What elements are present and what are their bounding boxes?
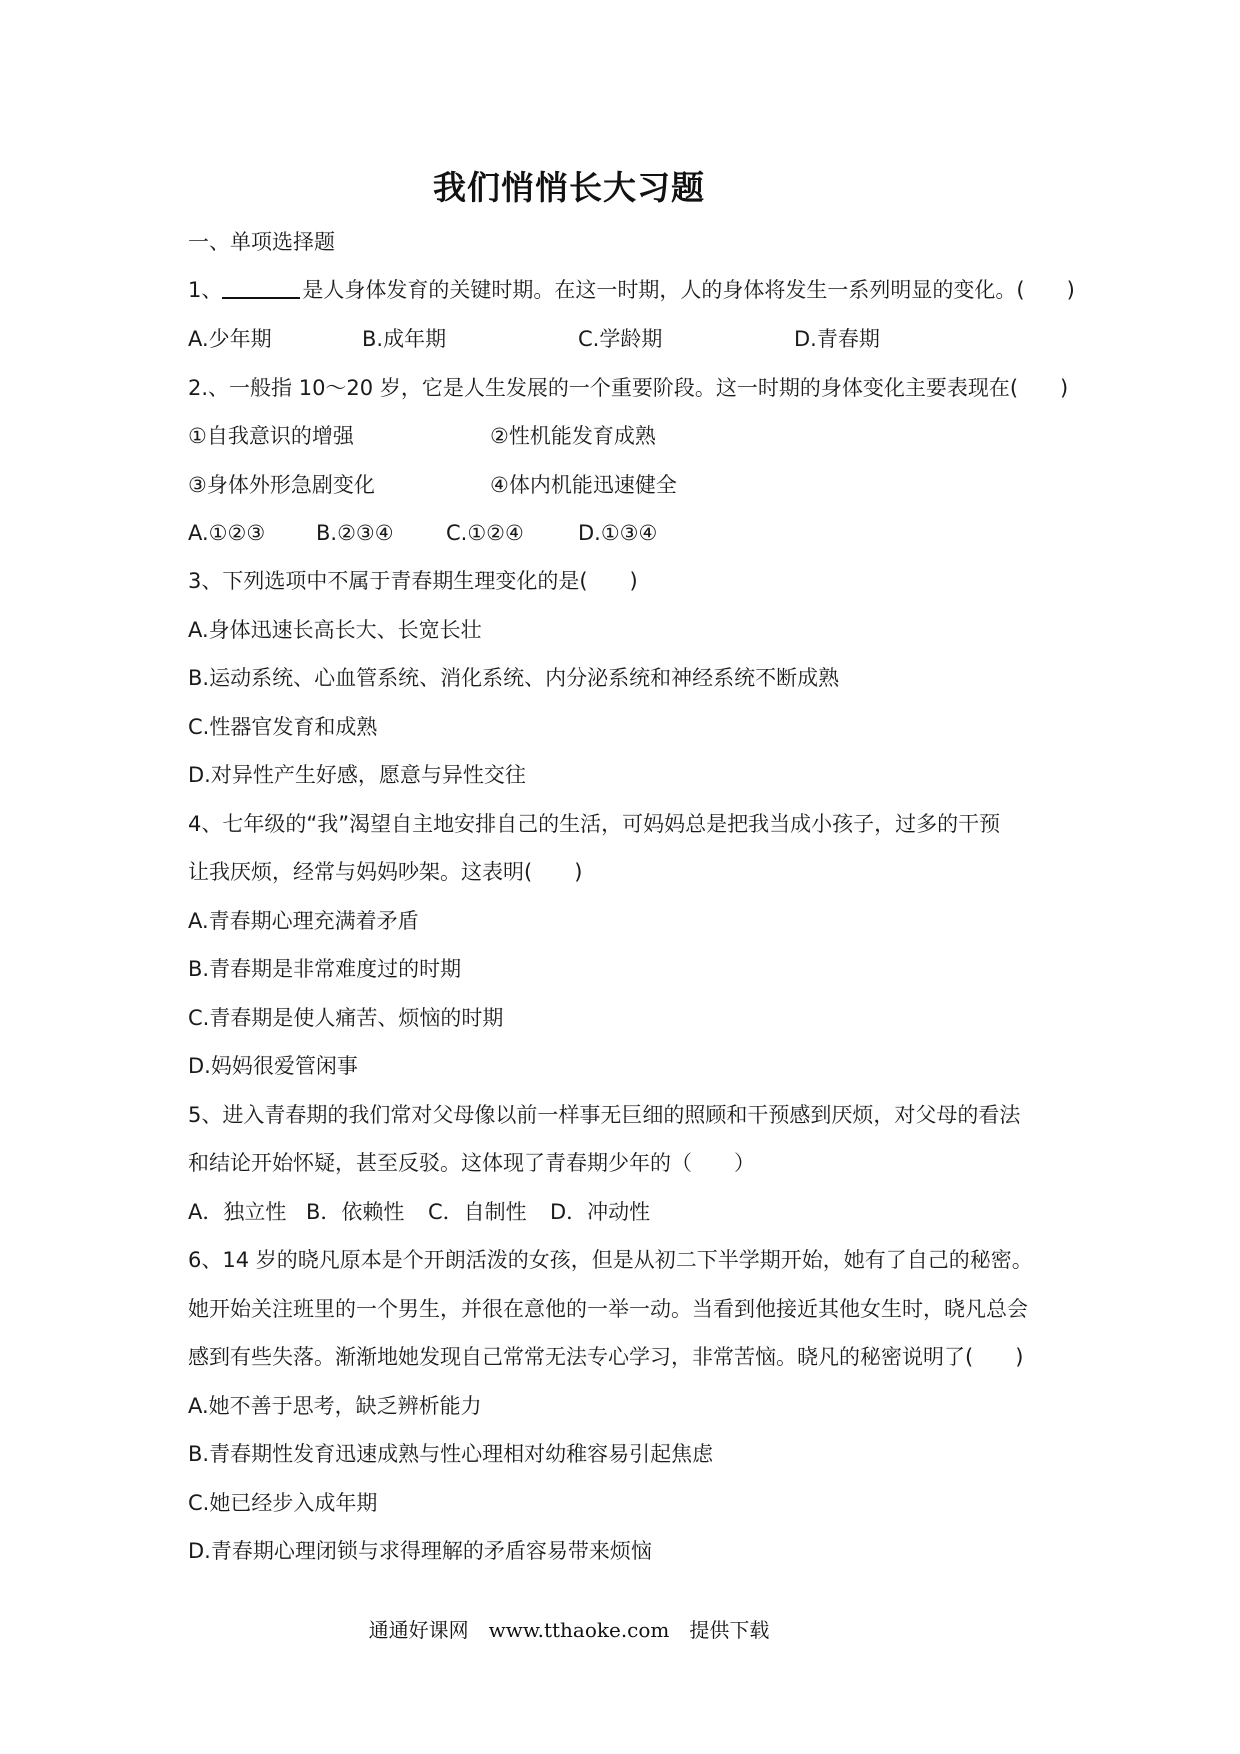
q3-option-a: A.身体迅速长高长大、长宽长壮 bbox=[188, 618, 482, 642]
q5-option-a: A．独立性 bbox=[188, 1200, 287, 1224]
q1-option-b: B.成年期 bbox=[362, 327, 447, 351]
q2-option-d: D.①③④ bbox=[578, 521, 658, 545]
question-4-stem-line-2: 让我厌烦，经常与妈妈吵架。这表明( ) bbox=[188, 860, 583, 884]
q5-option-b: B．依赖性 bbox=[306, 1200, 405, 1224]
question-6-stem-line-3: 感到有些失落。渐渐地她发现自己常常无法专心学习，非常苦恼。晓凡的秘密说明了( ) bbox=[188, 1345, 1024, 1369]
page-title: 我们悄悄长大习题 bbox=[433, 168, 705, 207]
fill-blank bbox=[222, 277, 300, 299]
question-1-number: 1、 bbox=[188, 278, 223, 302]
q2-option-a: A.①②③ bbox=[188, 521, 266, 545]
q3-option-b: B.运动系统、心血管系统、消化系统、内分泌系统和神经系统不断成熟 bbox=[188, 666, 840, 690]
question-6-stem-line-2: 她开始关注班里的一个男生，并很在意他的一举一动。当看到他接近其他女生时，晓凡总会 bbox=[188, 1297, 1028, 1321]
q2-option-b: B.②③④ bbox=[316, 521, 394, 545]
q6-option-a: A.她不善于思考，缺乏辨析能力 bbox=[188, 1394, 482, 1418]
question-1-stem bbox=[188, 276, 1075, 304]
q2-option-c: C.①②④ bbox=[446, 521, 524, 545]
page-footer: 通通好课网 www.tthaoke.com 提供下载 bbox=[368, 1618, 770, 1642]
q3-option-c: C.性器官发育和成熟 bbox=[188, 715, 378, 739]
q4-option-b: B.青春期是非常难度过的时期 bbox=[188, 957, 462, 981]
q6-option-c: C.她已经步入成年期 bbox=[188, 1491, 378, 1515]
question-6-stem-line-1: 6、14 岁的晓凡原本是个开朗活泼的女孩，但是从初二下半学期开始，她有了自己的秘密。 bbox=[188, 1248, 1033, 1272]
q2-statement-2: ②性机能发育成熟 bbox=[490, 424, 656, 448]
q4-option-d: D.妈妈很爱管闲事 bbox=[188, 1054, 358, 1078]
question-4-stem-line-1: 4、七年级的“我”渴望自主地安排自己的生活，可妈妈总是把我当成小孩子，过多的干预 bbox=[188, 812, 1001, 836]
q4-option-a: A.青春期心理充满着矛盾 bbox=[188, 909, 419, 933]
q6-option-b: B.青春期性发育迅速成熟与性心理相对幼稚容易引起焦虑 bbox=[188, 1442, 714, 1466]
section-heading: 一、单项选择题 bbox=[188, 230, 335, 254]
q2-statement-4: ④体内机能迅速健全 bbox=[490, 473, 677, 497]
q5-option-d: D．冲动性 bbox=[550, 1200, 651, 1224]
question-3-stem: 3、下列选项中不属于青春期生理变化的是( ) bbox=[188, 569, 638, 593]
q4-option-c: C.青春期是使人痛苦、烦恼的时期 bbox=[188, 1006, 504, 1030]
q1-option-d: D.青春期 bbox=[794, 327, 880, 351]
q2-statement-3: ③身体外形急剧变化 bbox=[188, 473, 375, 497]
q1-option-a: A.少年期 bbox=[188, 327, 272, 351]
q1-option-c: C.学龄期 bbox=[578, 327, 663, 351]
q3-option-d: D.对异性产生好感，愿意与异性交往 bbox=[188, 763, 526, 787]
question-2-stem: 2.、一般指 10～20 岁，它是人生发展的一个重要阶段。这一时期的身体变化主要表现在( ) bbox=[188, 376, 1069, 400]
question-1-text: 是人身体发育的关键时期。在这一时期，人的身体将发生一系列明显的变化。( ) bbox=[302, 278, 1075, 302]
q2-statement-1: ①自我意识的增强 bbox=[188, 424, 354, 448]
question-5-stem-line-2: 和结论开始怀疑，甚至反驳。这体现了青春期少年的（ ） bbox=[188, 1151, 755, 1175]
question-5-stem-line-1: 5、进入青春期的我们常对父母像以前一样事无巨细的照顾和干预感到厌烦，对父母的看法 bbox=[188, 1103, 1021, 1127]
q6-option-d: D.青春期心理闭锁与求得理解的矛盾容易带来烦恼 bbox=[188, 1539, 652, 1563]
q5-option-c: C．自制性 bbox=[428, 1200, 527, 1224]
